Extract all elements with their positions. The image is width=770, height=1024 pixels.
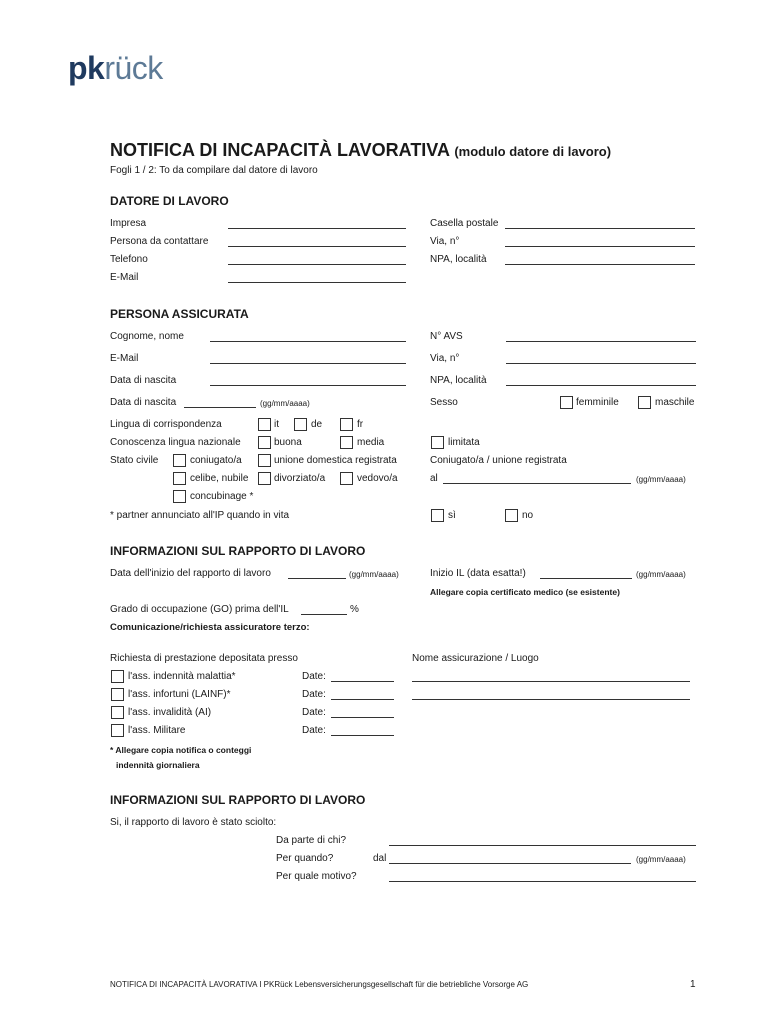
label-npa-datore: NPA, località [430,254,487,265]
note-certificato: Allegare copia certificato medico (se esistente) [430,587,620,597]
label-invalidita: l'ass. invalidità (AI) [128,707,212,718]
field-npa-datore[interactable] [505,264,695,265]
checkbox-vedovo[interactable] [340,472,353,485]
label-malattia: l'ass. indennità malattia* [128,671,236,682]
checkbox-concubinage[interactable] [173,490,186,503]
note-partner: * partner annunciato all'IP quando in vita [110,510,290,521]
label-npa-ass: NPA, località [430,375,487,386]
label-divorziato: divorziato/a [274,473,326,484]
label-da-parte: Da parte di chi? [276,835,347,846]
field-date-militare[interactable] [331,735,394,736]
field-date-invalidita[interactable] [331,717,394,718]
label-via-ass: Via, n° [430,353,460,364]
field-al[interactable] [443,483,631,484]
label-via-datore: Via, n° [430,236,460,247]
label-comunicazione: Comunicazione/richiesta assicuratore terzo: [110,622,310,633]
checkbox-lingua-de[interactable] [294,418,307,431]
dal-format: (gg/mm/aaaa) [636,855,686,864]
note-allegare-2: indennità giornaliera [116,760,200,770]
label-persona-contatto: Persona da contattare [110,236,209,247]
checkbox-celibe[interactable] [173,472,186,485]
checkbox-malattia[interactable] [111,670,124,683]
label-femminile: femminile [576,397,619,408]
label-cognome: Cognome, nome [110,331,184,342]
checkbox-unione[interactable] [258,454,271,467]
label-casella: Casella postale [430,218,499,229]
label-email-ass: E-Mail [110,353,139,364]
checkbox-coniugato[interactable] [173,454,186,467]
label-coniugato: coniugato/a [190,455,242,466]
label-impresa: Impresa [110,218,147,229]
checkbox-media[interactable] [340,436,353,449]
label-nascita-2: Data di nascita [110,397,177,408]
checkbox-invalidita[interactable] [111,706,124,719]
label-it: it [274,419,279,430]
label-nome-assicurazione: Nome assicurazione / Luogo [412,653,539,664]
section-heading-rapporto-2: INFORMAZIONI SUL RAPPORTO DI LAVORO [110,793,366,807]
label-richiesta: Richiesta di prestazione depositata presso [110,653,298,664]
label-grado: Grado di occupazione (GO) prima dell'IL [110,604,289,615]
label-si: sì [448,510,456,521]
field-nascita[interactable] [210,385,406,386]
logo: pkrück [68,50,163,86]
checkbox-lingua-it[interactable] [258,418,271,431]
checkbox-maschile[interactable] [638,396,651,409]
label-stato-civile: Stato civile [110,455,159,466]
field-email-ass[interactable] [210,363,406,364]
inizio-rapporto-format: (gg/mm/aaaa) [349,570,399,579]
label-inizio-rapporto: Data dell'inizio del rapporto di lavoro [110,568,271,579]
label-inizio-il: Inizio IL (data esatta!) [430,568,526,579]
label-date-infortuni: Date: [302,689,326,700]
field-grado[interactable] [301,614,347,615]
page-title: NOTIFICA DI INCAPACITÀ LAVORATIVA (modulo datore di lavoro) [110,140,612,160]
label-limitata: limitata [448,437,480,448]
section-heading-assicurata: PERSONA ASSICURATA [110,307,249,321]
field-date-malattia[interactable] [331,681,394,682]
field-persona-contatto[interactable] [228,246,406,247]
subtitle: Fogli 1 / 2: To da compilare dal datore di lavoro [110,165,318,176]
label-date-malattia: Date: [302,671,326,682]
section-heading-rapporto: INFORMAZIONI SUL RAPPORTO DI LAVORO [110,544,366,558]
checkbox-infortuni[interactable] [111,688,124,701]
label-fr: fr [357,419,364,430]
field-da-parte[interactable] [389,845,696,846]
field-motivo[interactable] [389,881,696,882]
page-title-sub: (modulo datore di lavoro) [454,144,612,159]
inizio-il-format: (gg/mm/aaaa) [636,570,686,579]
field-date-infortuni[interactable] [331,699,394,700]
field-cognome[interactable] [210,341,406,342]
label-conoscenza: Conoscenza lingua nazionale [110,437,241,448]
field-inizio-rapporto[interactable] [288,578,346,579]
label-avs: N° AVS [430,331,463,342]
label-infortuni: l'ass. infortuni (LAINF)* [128,689,231,700]
label-motivo: Per quale motivo? [276,871,357,882]
label-media: media [357,437,385,448]
al-format: (gg/mm/aaaa) [636,475,686,484]
label-no: no [522,510,534,521]
label-email-datore: E-Mail [110,272,139,283]
label-concubinage: concubinage * [190,491,254,502]
checkbox-femminile[interactable] [560,396,573,409]
label-unione: unione domestica registrata [274,455,397,466]
label-nascita: Data di nascita [110,375,177,386]
field-casella[interactable] [505,228,695,229]
label-per-quando: Per quando? [276,853,334,864]
checkbox-militare[interactable] [111,724,124,737]
field-via-datore[interactable] [505,246,695,247]
label-telefono: Telefono [110,254,148,265]
label-sesso: Sesso [430,397,458,408]
field-nome-infortuni[interactable] [412,699,690,700]
checkbox-si[interactable] [431,509,444,522]
label-date-invalidita: Date: [302,707,326,718]
field-inizio-il[interactable] [540,578,632,579]
page-number: 1 [690,979,696,990]
nascita-format: (gg/mm/aaaa) [260,399,310,408]
label-buona: buona [274,437,302,448]
label-de: de [311,419,323,430]
note-allegare-1: * Allegare copia notifica o conteggi [110,745,252,755]
label-dal: dal [373,853,387,864]
label-coniugato-unione: Coniugato/a / unione registrata [430,455,567,466]
field-per-quando[interactable] [389,863,631,864]
label-vedovo: vedovo/a [357,473,398,484]
field-nome-malattia[interactable] [412,681,690,682]
checkbox-buona[interactable] [258,436,271,449]
field-nascita-2[interactable] [184,407,256,408]
checkbox-limitata[interactable] [431,436,444,449]
checkbox-no[interactable] [505,509,518,522]
checkbox-lingua-fr[interactable] [340,418,353,431]
checkbox-divorziato[interactable] [258,472,271,485]
label-maschile: maschile [655,397,695,408]
field-avs[interactable] [506,341,696,342]
label-celibe: celibe, nubile [190,473,249,484]
label-sciolto: Si, il rapporto di lavoro è stato sciolto: [110,817,277,828]
label-lingua: Lingua di corrispondenza [110,419,222,430]
field-telefono[interactable] [228,264,406,265]
field-impresa[interactable] [228,228,406,229]
footer-text: NOTIFICA DI INCAPACITÀ LAVORATIVA I PKRück Lebensversicherungsgesellschaft für die betriebliche Vorsorge AG [110,980,529,989]
field-npa-ass[interactable] [506,385,696,386]
label-al: al [430,473,438,484]
label-militare: l'ass. Militare [128,725,186,736]
grado-unit: % [350,604,359,615]
field-via-ass[interactable] [506,363,696,364]
label-date-militare: Date: [302,725,326,736]
field-email-datore[interactable] [228,282,406,283]
section-heading-datore: DATORE DI LAVORO [110,194,229,208]
